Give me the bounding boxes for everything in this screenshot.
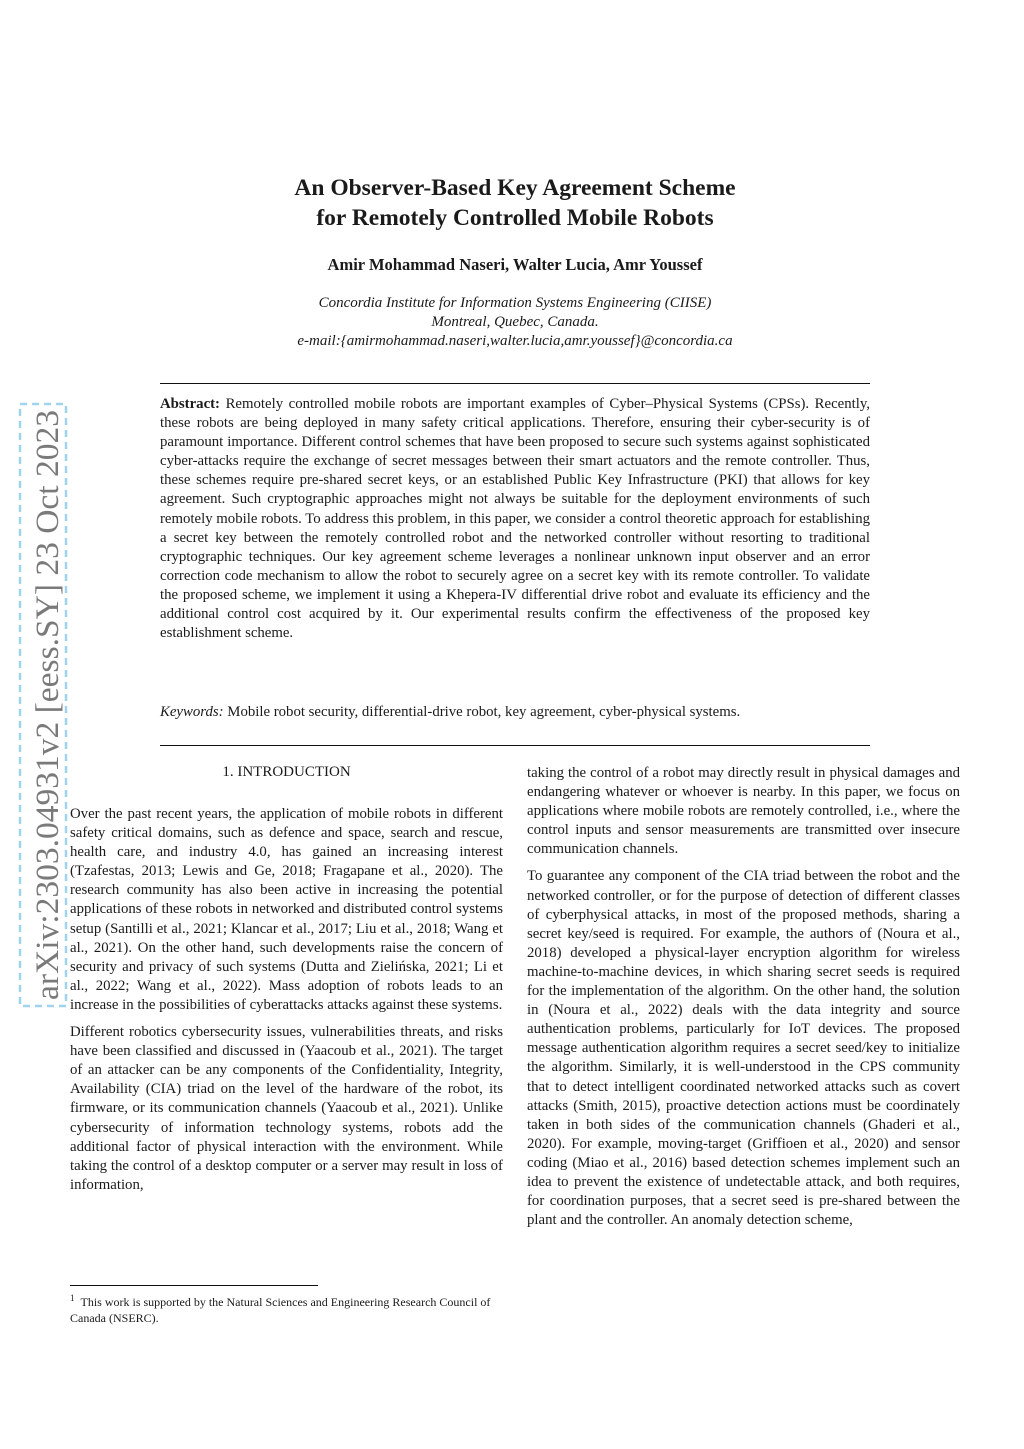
abstract-text: Remotely controlled mobile robots are important examples of Cyber–Physical Systems (CPSs). Recently, these robots are being deployed in many safety critical applications. Therefore, ensuring their cyber-security is of paramount importance. Different control schemes that have been proposed to secure such systems against sophisticated cyber-attacks require the exchange of secret messages between their smart actuators and the remote controller. Thus, these schemes require pre-shared secret keys, or an established Public Key Infrastructure (PKI) that allows for key agreement. Such cryptographic approaches might not always be suitable for the deployment environments of such remotely mobile robots. To address this problem, in this paper, we consider a control theoretic approach for establishing a secret key between the remotely controlled robot and the networked controller without resorting to traditional cryptographic techniques. Our key agreement scheme leverages a nonlinear unknown input observer and an error correction code mechanism to allow the robot to securely agree on a secret key with its remote controller. To validate the proposed scheme, we implement it using a Khepera-IV differential drive robot and evaluate its efficiency and the additional control cost acquired by it. Our experimental results confirm the effectiveness of the proposed key establishment scheme. xyxy=(160,396,871,642)
abstract-label: Abstract: xyxy=(160,396,220,412)
footnote xyxy=(70,1290,503,1326)
footnote-marker: 1 xyxy=(70,1293,75,1303)
intro-paragraph-3: taking the control of a robot may directly result in physical damages and endangering whatever or whoever is nearby. In this paper, we focus on applications where mobile robots are remotely controlled, i.e., where the control inputs and sensor measurements are transmitted over insecure communication channels. xyxy=(527,765,960,858)
paper-title xyxy=(140,173,890,233)
arxiv-identifier xyxy=(18,402,68,1008)
keywords-text: Mobile robot security, differential-drive robot, key agreement, cyber-physical systems. xyxy=(227,704,741,720)
abstract-bottom-rule xyxy=(160,745,870,746)
footnote-text: This work is supported by the Natural Sciences and Engineering Research Council of Canada (NSERC). xyxy=(70,1295,491,1325)
affiliation xyxy=(140,294,890,351)
keywords-label: Keywords: xyxy=(160,704,224,720)
section-heading-introduction: 1. INTRODUCTION xyxy=(222,764,351,780)
intro-paragraph-2: Different robotics cybersecurity issues, vulnerabilities threats, and risks have been classified and discussed in (Yaacoub et al., 2021). The target of an attacker can be any components of the Confidentiality, Integrity, Availability (CIA) triad on the level of the hardware of the robot, its firmware, or its communication channels (Yaacoub et al., 2021). Unlike cybersecurity of information technology systems, robots add the additional factor of physical interaction with the environment. While taking the control of a desktop computer or a server may result in loss of information, xyxy=(70,1024,503,1193)
left-column xyxy=(70,805,503,1203)
author-list: Amir Mohammad Naseri, Walter Lucia, Amr Youssef xyxy=(327,255,703,274)
footnote-rule xyxy=(70,1285,318,1286)
affiliation-institute: Concordia Institute for Information Systems Engineering (CIISE) xyxy=(318,295,712,311)
title-line-2: for Remotely Controlled Mobile Robots xyxy=(316,205,714,231)
affiliation-email: e-mail:{amirmohammad.naseri,walter.lucia,amr.youssef}@concordia.ca xyxy=(297,333,733,349)
right-column xyxy=(527,764,960,1238)
intro-paragraph-1: Over the past recent years, the application of mobile robots in different safety critical domains, such as defence and space, search and rescue, health care, and industry 4.0, has gained an increasing interest (Tzafestas, 2013; Lewis and Ge, 2018; Fragapane et al., 2020). The research community has also been active in increasing the potential applications of these robots in networked and distributed control systems setup (Santilli et al., 2021; Klancar et al., 2017; Liu et al., 2018; Wang et al., 2021). On the other hand, such developments raise the concern of security and privacy of such systems (Dutta and Zielińska, 2021; Li et al., 2022; Wang et al., 2022). Mass adoption of robots leads to an increase in the possibilities of cyberattacks attacks against these systems. xyxy=(70,806,503,1013)
intro-paragraph-4: To guarantee any component of the CIA triad between the robot and the networked controller, or for the purpose of detection of different classes of cyberphysical attacks, in most of the proposed methods, sharing a secret key/seed is required. For example, the authors of (Noura et al., 2018) developed a physical-layer encryption algorithm for wireless machine-to-machine devices, in which sharing secret seeds is required for the implementation of the algorithm. On the other hand, the solution in (Noura et al., 2022) deals with the data integrity and source authentication problems, particularly for IoT devices. The proposed message authentication algorithm requires a secret seed/key to initialize the algorithm. Similarly, it is well-understood in the CPS community that to detect intelligent coordinated networked attacks such as covert attacks (Smith, 2015), proactive detection actions must be coordinately taken in both sides of the communication channels (Ghaderi et al., 2020). For example, moving-target (Griffioen et al., 2020) and sensor coding (Miao et al., 2016) based detection schemes implement such an idea to prevent the existence of undetectable attack, and both requires, for coordination purposes, that a secret seed is pre-shared between the plant and the controller. An anomaly detection scheme, xyxy=(527,868,960,1229)
keywords xyxy=(160,703,870,722)
abstract-top-rule xyxy=(160,383,870,384)
abstract xyxy=(160,395,870,643)
affiliation-location: Montreal, Quebec, Canada. xyxy=(431,314,599,330)
title-line-1: An Observer-Based Key Agreement Scheme xyxy=(294,175,736,201)
arxiv-identifier-text: arXiv:2303.04931v2 [eess.SY] 23 Oct 2023 xyxy=(30,418,66,1000)
